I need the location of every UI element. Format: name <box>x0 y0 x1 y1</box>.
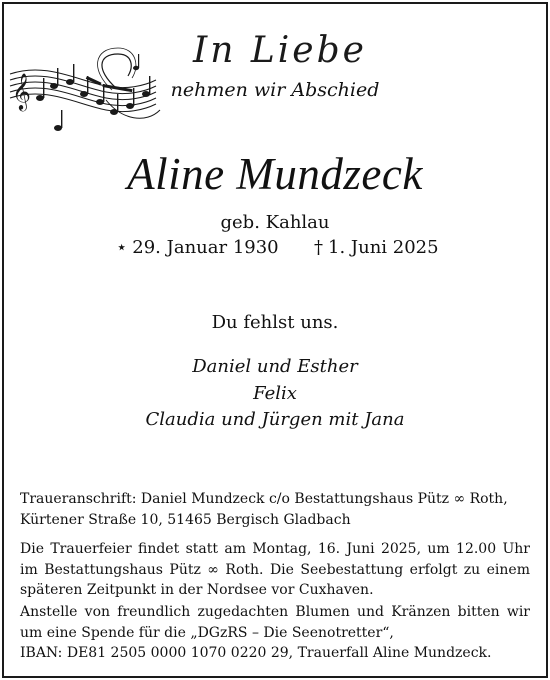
address-line: Kürtener Straße 10, 51465 Bergisch Gladbach <box>20 511 351 528</box>
birth-date: 29. Januar 1930 <box>132 237 279 258</box>
birth-name: geb. Kahlau <box>220 212 330 233</box>
address-paragraph <box>20 489 530 530</box>
donation-paragraph <box>20 602 530 664</box>
donation-line: IBAN: DE81 2505 0000 1070 0220 29, Trauerfall Aline Mundzeck. <box>20 645 492 661</box>
farewell-subtitle: nehmen wir Abschied <box>170 79 380 101</box>
deceased-name: Aline Mundzeck <box>127 149 423 199</box>
farewell-message: Du fehlst uns. <box>211 312 339 333</box>
mourner-name: Felix <box>253 382 297 404</box>
death-cross-icon: † <box>314 237 323 258</box>
birth-star-icon: ⋆ <box>116 237 128 258</box>
donation-line: um eine Spende für die „DGzRS – Die Seenotretter“, <box>20 624 394 641</box>
ceremony-line: Die Trauerfeier findet statt am Montag, 16. Juni 2025, um 12.00 Uhr <box>20 541 530 557</box>
mourner-name: Claudia und Jürgen mit Jana <box>145 409 405 430</box>
birth-date-line <box>116 237 279 258</box>
svg-text:𝄞: 𝄞 <box>12 72 31 110</box>
ceremony-paragraph <box>20 539 530 601</box>
donation-line: Anstelle von freundlich zugedachten Blumen und Kränzen bitten wir <box>20 604 530 620</box>
death-date-line <box>314 237 439 258</box>
address-line: Traueranschrift: Daniel Mundzeck c/o Bestattungshaus Pütz ∞ Roth, <box>20 491 508 507</box>
death-date: 1. Juni 2025 <box>328 237 439 258</box>
in-liebe-heading: In Liebe <box>193 30 367 71</box>
music-notes-icon <box>6 40 168 150</box>
ceremony-line: im Bestattungshaus Pütz ∞ Roth. Die Seebestattung erfolgt zu einem <box>20 561 530 578</box>
mourners-list <box>0 354 550 434</box>
ceremony-line: späteren Zeitpunkt in der Nordsee vor Cuxhaven. <box>20 582 374 598</box>
mourner-name: Daniel und Esther <box>192 356 358 377</box>
